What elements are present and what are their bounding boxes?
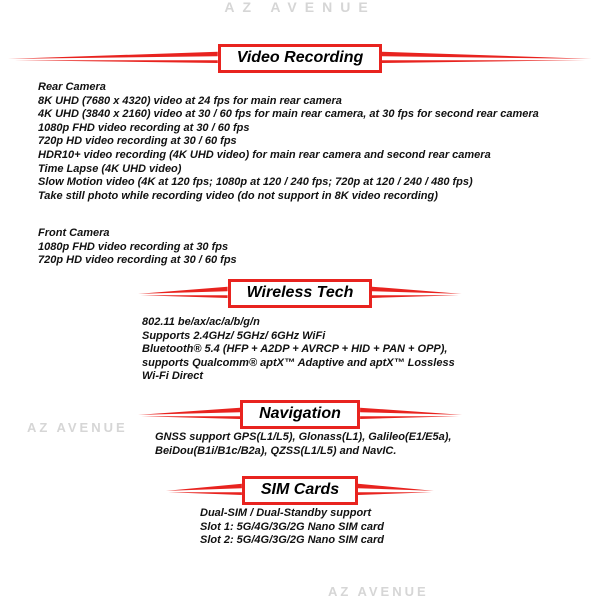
section-header-wireless-tech <box>138 279 462 307</box>
spec-line: 1080p FHD video recording at 30 / 60 fps <box>38 121 250 134</box>
sim-cards-specs <box>200 507 384 548</box>
front-camera-specs <box>38 227 237 268</box>
speed-line-left-icon <box>138 405 240 423</box>
spec-line: Take still photo while recording video (do not support in 8K video recording) <box>38 189 438 202</box>
spec-line: Time Lapse (4K UHD video) <box>38 162 182 175</box>
spec-line: Wi-Fi Direct <box>142 370 204 383</box>
spec-line: Rear Camera <box>38 81 106 93</box>
spec-line: Front Camera <box>38 227 110 239</box>
section-header-video-recording <box>8 44 592 72</box>
spec-line: Dual-SIM / Dual-Standby support <box>200 507 372 519</box>
wireless-tech-specs <box>142 316 455 384</box>
section-title-wireless-tech: Wireless Tech <box>228 279 373 308</box>
rear-camera-specs <box>38 81 539 203</box>
watermark-bottom: AZ AVENUE <box>328 584 429 599</box>
watermark-middle: AZ AVENUE <box>27 420 128 435</box>
section-header-navigation <box>138 400 462 428</box>
section-title-sim-cards: SIM Cards <box>242 476 358 505</box>
spec-line: Supports 2.4GHz/ 5GHz/ 6GHz WiFi <box>142 329 326 342</box>
section-title-navigation: Navigation <box>240 400 360 429</box>
speed-line-right-icon <box>372 284 462 302</box>
spec-line: 802.11 be/ax/ac/a/b/g/n <box>142 316 260 328</box>
spec-line: 720p HD video recording at 30 / 60 fps <box>38 135 237 148</box>
spec-line: 8K UHD (7680 x 4320) video at 24 fps for main rear camera <box>38 94 342 107</box>
spec-line: Slow Motion video (4K at 120 fps; 1080p at 120 / 240 fps; 720p at 120 / 240 / 480 fps) <box>38 176 473 189</box>
spec-line: Slot 2: 5G/4G/3G/2G Nano SIM card <box>200 534 384 547</box>
section-title-video-recording: Video Recording <box>218 44 383 73</box>
speed-line-right-icon <box>360 405 462 423</box>
spec-line: HDR10+ video recording (4K UHD video) for main rear camera and second rear camera <box>38 148 491 161</box>
section-header-sim-cards <box>166 476 434 504</box>
spec-line: GNSS support GPS(L1/L5), Glonass(L1), Galileo(E1/E5a), <box>155 431 452 443</box>
speed-line-left-icon <box>8 49 218 67</box>
spec-line: 720p HD video recording at 30 / 60 fps <box>38 254 237 267</box>
spec-line: 1080p FHD video recording at 30 fps <box>38 240 229 253</box>
speed-line-left-icon <box>166 481 242 499</box>
spec-line: BeiDou(B1i/B1c/B2a), QZSS(L1/L5) and NavIC. <box>155 444 397 457</box>
speed-line-left-icon <box>138 284 228 302</box>
speed-line-right-icon <box>358 481 434 499</box>
spec-line: Bluetooth® 5.4 (HFP + A2DP + AVRCP + HID + PAN + OPP), <box>142 343 448 356</box>
spec-line: 4K UHD (3840 x 2160) video at 30 / 60 fps for main rear camera, at 30 fps for second rear camera <box>38 108 539 121</box>
watermark-top: AZ AVENUE <box>224 0 376 15</box>
navigation-specs <box>155 431 451 458</box>
spec-line: Slot 1: 5G/4G/3G/2G Nano SIM card <box>200 520 384 533</box>
spec-line: supports Qualcomm® aptX™ Adaptive and aptX™ Lossless <box>142 356 455 369</box>
speed-line-right-icon <box>382 49 592 67</box>
